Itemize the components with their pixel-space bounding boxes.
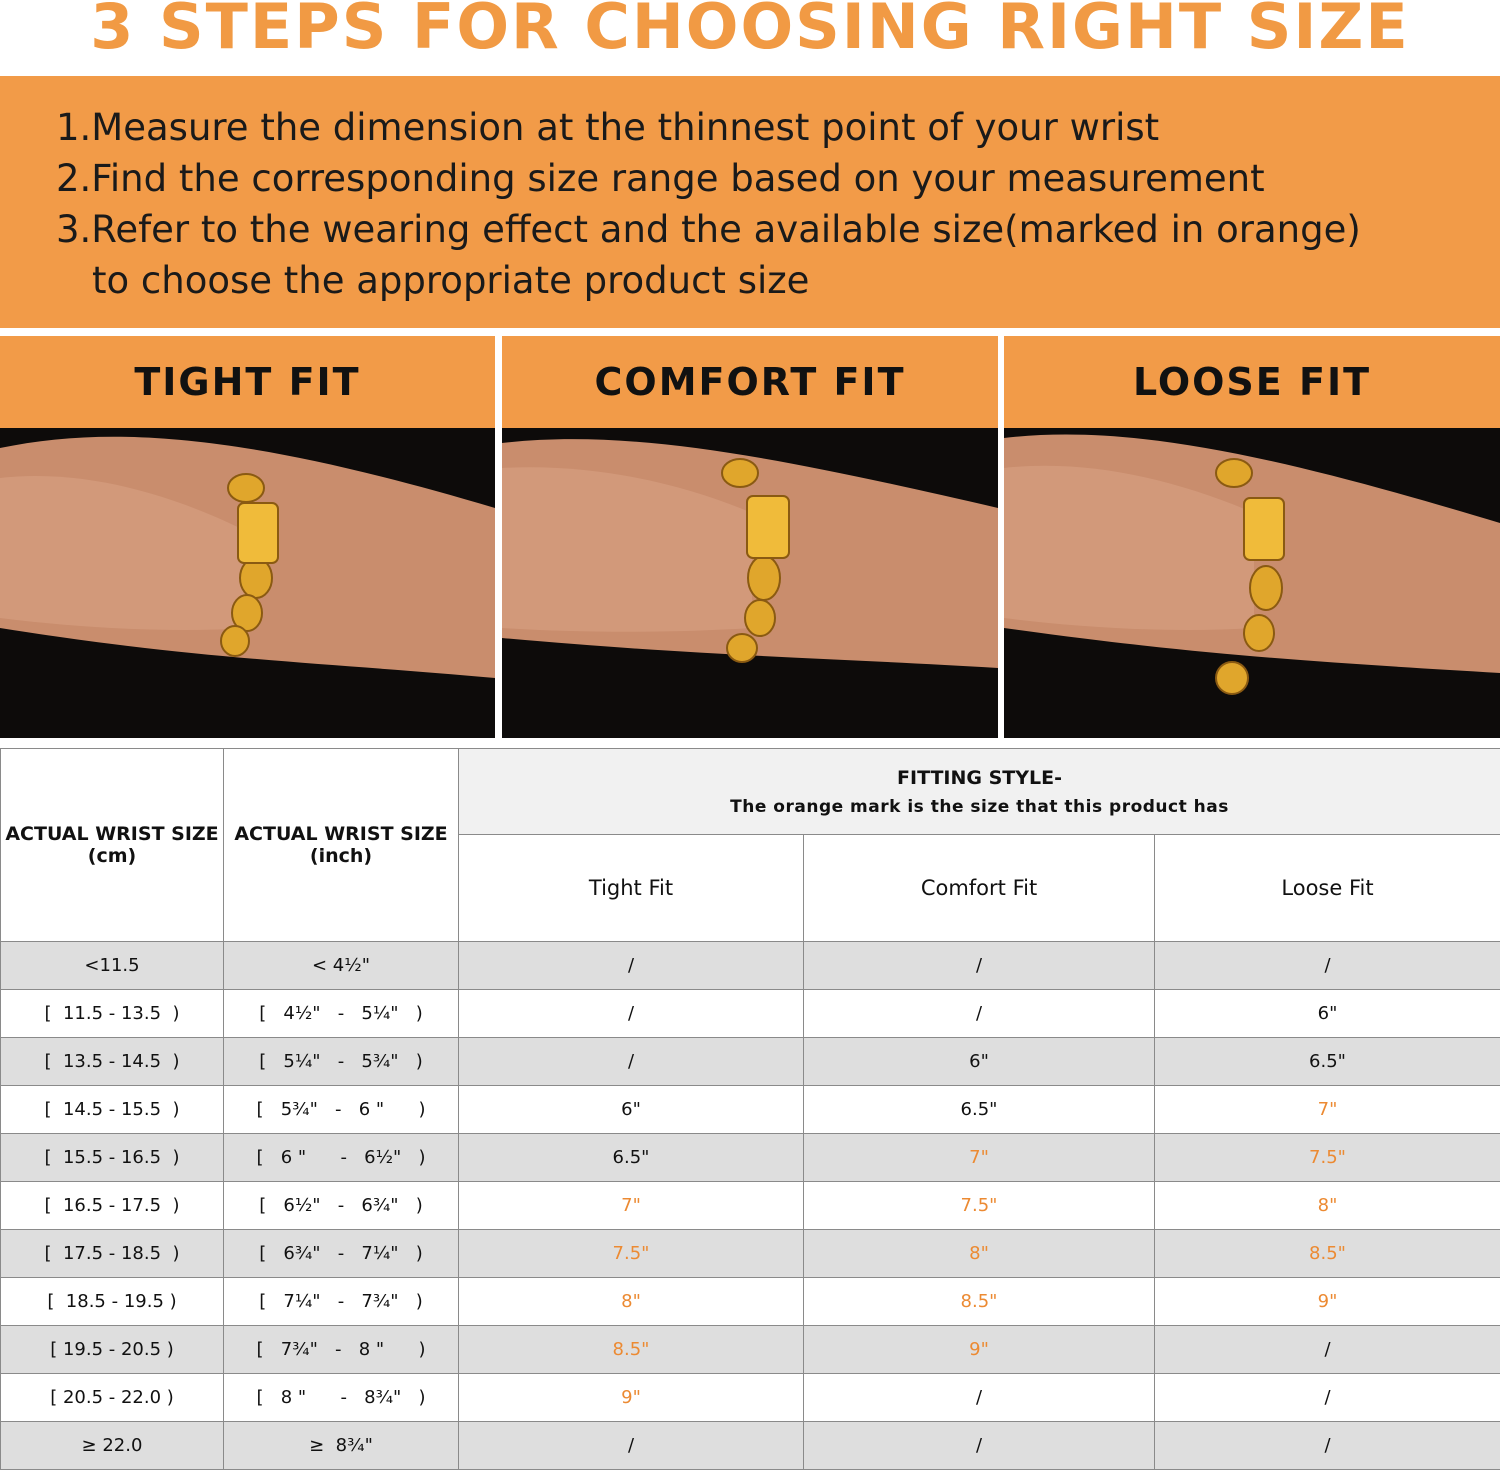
cell-cm: [ 18.5 - 19.5 ) bbox=[1, 1278, 224, 1326]
page-title: 3 STEPS FOR CHOOSING RIGHT SIZE bbox=[90, 0, 1410, 63]
cell-loose: / bbox=[1155, 1326, 1500, 1374]
cell-inch: < 4½" bbox=[224, 942, 459, 990]
cell-comfort: / bbox=[804, 990, 1155, 1038]
cell-cm: [ 14.5 - 15.5 ) bbox=[1, 1086, 224, 1134]
cell-loose: / bbox=[1155, 1422, 1500, 1470]
step-2: 2.Find the corresponding size range based on your measurement bbox=[56, 157, 1265, 200]
tight-fit-header: TIGHT FIT bbox=[0, 336, 495, 428]
step-1: 1.Measure the dimension at the thinnest point of your wrist bbox=[56, 106, 1160, 149]
fit-headers bbox=[0, 336, 1500, 428]
step-3: 3.Refer to the wearing effect and the available size(marked in orange) bbox=[56, 208, 1361, 251]
table-row bbox=[1, 1038, 1500, 1086]
cell-comfort: / bbox=[804, 1374, 1155, 1422]
cell-loose: / bbox=[1155, 1374, 1500, 1422]
fit-photos bbox=[0, 428, 1500, 738]
cell-loose: 7" bbox=[1155, 1086, 1500, 1134]
cell-loose: 8.5" bbox=[1155, 1230, 1500, 1278]
cell-inch: [ 4½" - 5¼" ) bbox=[224, 990, 459, 1038]
cell-cm: [ 20.5 - 22.0 ) bbox=[1, 1374, 224, 1422]
table-row bbox=[1, 942, 1500, 990]
table-row bbox=[1, 1086, 1500, 1134]
table-row bbox=[1, 1134, 1500, 1182]
cell-comfort: 8" bbox=[804, 1230, 1155, 1278]
cell-loose: 6.5" bbox=[1155, 1038, 1500, 1086]
loose-fit-header: LOOSE FIT bbox=[1004, 336, 1500, 428]
cell-inch: [ 6¾" - 7¼" ) bbox=[224, 1230, 459, 1278]
table-row bbox=[1, 1374, 1500, 1422]
cell-loose: / bbox=[1155, 942, 1500, 990]
cell-tight: 9" bbox=[459, 1374, 804, 1422]
table-row bbox=[1, 1230, 1500, 1278]
table-row bbox=[1, 1182, 1500, 1230]
cell-cm: <11.5 bbox=[1, 942, 224, 990]
cell-comfort: / bbox=[804, 1422, 1155, 1470]
cell-comfort: 7" bbox=[804, 1134, 1155, 1182]
cell-tight: 8" bbox=[459, 1278, 804, 1326]
cell-tight: 8.5" bbox=[459, 1326, 804, 1374]
cell-cm: [ 16.5 - 17.5 ) bbox=[1, 1182, 224, 1230]
fitting-style-note: The orange mark is the size that this product has bbox=[730, 796, 1229, 817]
cell-inch: [ 5¼" - 5¾" ) bbox=[224, 1038, 459, 1086]
tight-fit-photo bbox=[0, 428, 495, 738]
cell-comfort: 8.5" bbox=[804, 1278, 1155, 1326]
size-table bbox=[0, 748, 1500, 1470]
cell-inch: [ 7¾" - 8 " ) bbox=[224, 1326, 459, 1374]
col-header-tight: Tight Fit bbox=[459, 835, 804, 942]
comfort-fit-header: COMFORT FIT bbox=[502, 336, 998, 428]
col-header-inch: ACTUAL WRIST SIZE (inch) bbox=[224, 749, 459, 942]
steps-panel bbox=[0, 76, 1500, 328]
cell-cm: [ 11.5 - 13.5 ) bbox=[1, 990, 224, 1038]
table-row bbox=[1, 1422, 1500, 1470]
fitting-style-header bbox=[459, 749, 1500, 835]
cell-comfort: 7.5" bbox=[804, 1182, 1155, 1230]
cell-tight: / bbox=[459, 942, 804, 990]
cell-inch: [ 6½" - 6¾" ) bbox=[224, 1182, 459, 1230]
cell-loose: 8" bbox=[1155, 1182, 1500, 1230]
col-header-cm: ACTUAL WRIST SIZE (cm) bbox=[1, 749, 224, 942]
col-header-loose: Loose Fit bbox=[1155, 835, 1500, 942]
cell-inch: ≥ 8¾" bbox=[224, 1422, 459, 1470]
cell-cm: ≥ 22.0 bbox=[1, 1422, 224, 1470]
cell-comfort: 9" bbox=[804, 1326, 1155, 1374]
cell-comfort: / bbox=[804, 942, 1155, 990]
cell-tight: / bbox=[459, 1422, 804, 1470]
cell-inch: [ 7¼" - 7¾" ) bbox=[224, 1278, 459, 1326]
table-row bbox=[1, 1278, 1500, 1326]
col-header-comfort: Comfort Fit bbox=[804, 835, 1155, 942]
cell-comfort: 6.5" bbox=[804, 1086, 1155, 1134]
fitting-style-title: FITTING STYLE- bbox=[897, 766, 1062, 789]
cell-tight: 7" bbox=[459, 1182, 804, 1230]
table-row bbox=[1, 990, 1500, 1038]
cell-loose: 6" bbox=[1155, 990, 1500, 1038]
cell-cm: [ 17.5 - 18.5 ) bbox=[1, 1230, 224, 1278]
cell-inch: [ 5¾" - 6 " ) bbox=[224, 1086, 459, 1134]
cell-tight: 7.5" bbox=[459, 1230, 804, 1278]
cell-inch: [ 6 " - 6½" ) bbox=[224, 1134, 459, 1182]
cell-tight: / bbox=[459, 1038, 804, 1086]
loose-fit-photo bbox=[1004, 428, 1500, 738]
cell-loose: 7.5" bbox=[1155, 1134, 1500, 1182]
cell-tight: 6" bbox=[459, 1086, 804, 1134]
cell-comfort: 6" bbox=[804, 1038, 1155, 1086]
cell-tight: / bbox=[459, 990, 804, 1038]
cell-tight: 6.5" bbox=[459, 1134, 804, 1182]
table-row bbox=[1, 1326, 1500, 1374]
cell-loose: 9" bbox=[1155, 1278, 1500, 1326]
comfort-fit-photo bbox=[502, 428, 998, 738]
cell-cm: [ 13.5 - 14.5 ) bbox=[1, 1038, 224, 1086]
step-3-continued: to choose the appropriate product size bbox=[92, 259, 810, 302]
cell-cm: [ 15.5 - 16.5 ) bbox=[1, 1134, 224, 1182]
cell-inch: [ 8 " - 8¾" ) bbox=[224, 1374, 459, 1422]
cell-cm: [ 19.5 - 20.5 ) bbox=[1, 1326, 224, 1374]
